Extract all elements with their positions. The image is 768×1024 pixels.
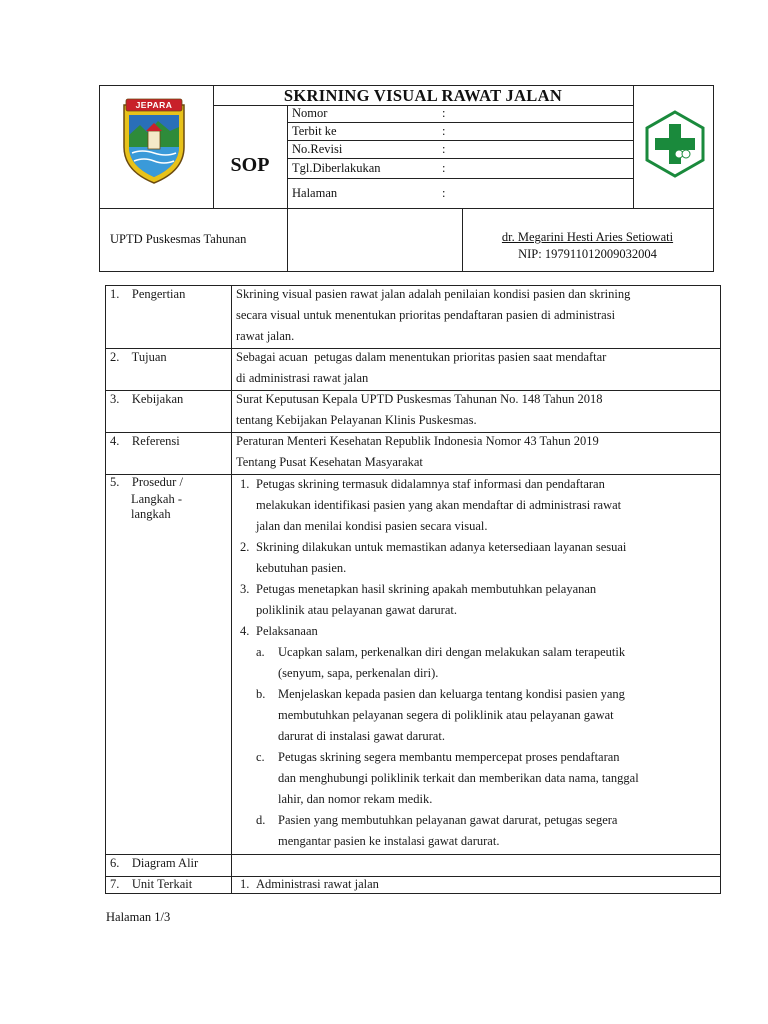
step-number: 3. xyxy=(240,582,250,596)
section-text-line: Surat Keputusan Kepala UPTD Puskesmas Tahunan No. 148 Tahun 2018 xyxy=(236,392,603,406)
unit-item: Administrasi rawat jalan xyxy=(256,877,379,891)
section-label: 3. Kebijakan xyxy=(110,392,184,406)
step-line: Pelaksanaan xyxy=(256,624,318,638)
signer-name: dr. Megarini Hesti Aries Setiowati xyxy=(501,230,674,244)
substep-line: membutuhkan pelayanan segera di poliklinik atau pelayanan gawat xyxy=(278,708,614,722)
meta-label: Halaman xyxy=(292,186,338,200)
jepara-crest-logo xyxy=(118,95,190,185)
substep-line: Petugas skrining segera membantu mempercepat proses pendaftaran xyxy=(278,750,620,764)
section-text-line: secara visual untuk menentukan prioritas pendaftaran pasien di administrasi xyxy=(236,308,616,322)
section-label-diagram: 6. Diagram Alir xyxy=(110,856,199,870)
signer-nip: NIP: 197911012009032004 xyxy=(518,247,657,261)
substep-letter: a. xyxy=(256,645,265,659)
substep-line: (senyum, sapa, perkenalan diri). xyxy=(278,666,439,680)
section-label: 1. Pengertian xyxy=(110,287,186,301)
section-text-line: Peraturan Menteri Kesehatan Republik Indonesia Nomor 43 Tahun 2019 xyxy=(236,434,599,448)
step-line: Petugas skrining termasuk didalamnya staf informasi dan pendaftaran xyxy=(256,477,605,491)
meta-sep: : xyxy=(442,186,446,200)
section-label-cont: Langkah - xyxy=(131,492,183,506)
section-label-cont: langkah xyxy=(131,507,171,521)
page-number: Halaman 1/3 xyxy=(106,910,171,924)
substep-line: Menjelaskan kepada pasien dan keluarga tentang kondisi pasien yang xyxy=(278,687,625,701)
substep-letter: b. xyxy=(256,687,266,701)
step-line: poliklinik atau pelayanan gawat darurat. xyxy=(256,603,457,617)
unit-item-number: 1. xyxy=(240,877,250,891)
step-line: melakukan identifikasi pasien yang akan mendaftar di administrasi rawat xyxy=(256,498,622,512)
step-line: Skrining dilakukan untuk memastikan adanya ketersediaan layanan sesuai xyxy=(256,540,627,554)
step-line: kebutuhan pasien. xyxy=(256,561,347,575)
document-title: SKRINING VISUAL RAWAT JALAN xyxy=(283,86,563,105)
meta-label: Tgl.Diberlakukan xyxy=(292,161,381,175)
section-label: 4. Referensi xyxy=(110,434,180,448)
substep-line: dan menghubungi poliklinik terkait dan memberikan data nama, tanggal xyxy=(278,771,639,785)
substep-line: darurat di instalasi gawat darurat. xyxy=(278,729,445,743)
substep-letter: d. xyxy=(256,813,266,827)
meta-label: Terbit ke xyxy=(292,124,337,138)
substep-line: lahir, dan nomor rekam medik. xyxy=(278,792,433,806)
step-line: Petugas menetapkan hasil skrining apakah membutuhkan pelayanan xyxy=(256,582,597,596)
substep-letter: c. xyxy=(256,750,265,764)
meta-label: No.Revisi xyxy=(292,142,343,156)
substep-line: Pasien yang membutuhkan pelayanan gawat darurat, petugas segera xyxy=(278,813,618,827)
step-number: 1. xyxy=(240,477,250,491)
section-label: 2. Tujuan xyxy=(110,350,167,364)
sop-label: SOP xyxy=(230,154,270,176)
meta-sep: : xyxy=(442,106,446,120)
substep-line: Ucapkan salam, perkenalkan diri dengan melakukan salam terapeutik xyxy=(278,645,626,659)
crest-lettering: JEPARA xyxy=(135,100,173,110)
meta-label: Nomor xyxy=(292,106,328,120)
section-label: 5. Prosedur / xyxy=(110,475,183,489)
unit-name: UPTD Puskesmas Tahunan xyxy=(110,232,247,246)
section-text-line: rawat jalan. xyxy=(236,329,295,343)
meta-sep: : xyxy=(442,142,446,156)
section-text-line: di administrasi rawat jalan xyxy=(236,371,369,385)
section-text-line: Skrining visual pasien rawat jalan adalah penilaian kondisi pasien dan skrining xyxy=(236,287,631,301)
meta-sep: : xyxy=(442,124,446,138)
step-number: 4. xyxy=(240,624,250,638)
step-number: 2. xyxy=(240,540,250,554)
section-text-line: Tentang Pusat Kesehatan Masyarakat xyxy=(236,455,423,469)
section-text-line: tentang Kebijakan Pelayanan Klinis Puskesmas. xyxy=(236,413,477,427)
puskesmas-logo xyxy=(641,110,709,178)
substep-line: mengantar pasien ke instalasi gawat darurat. xyxy=(278,834,500,848)
meta-sep: : xyxy=(442,161,446,175)
section-label: 7. Unit Terkait xyxy=(110,877,193,891)
step-line: jalan dan menilai kondisi pasien secara visual. xyxy=(256,519,488,533)
section-text-line: Sebagai acuan petugas dalam menentukan prioritas pasien saat mendaftar xyxy=(236,350,607,364)
